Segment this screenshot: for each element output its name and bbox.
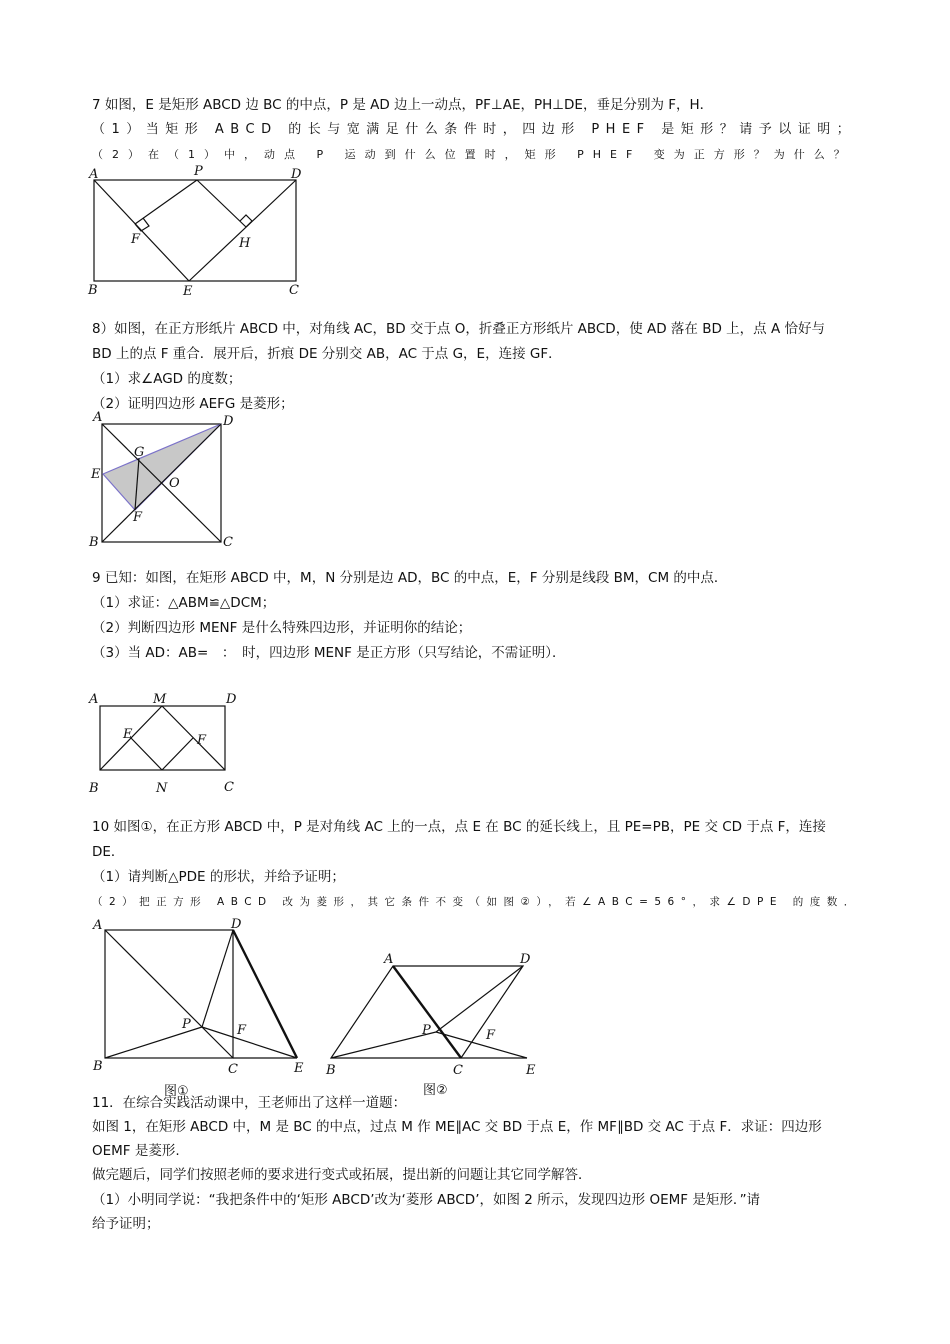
p8-line-4: （2）证明四边形 AEFG 是菱形； — [92, 396, 294, 412]
p8-label-d: D — [223, 414, 234, 429]
p10-line-2: DE． — [92, 844, 125, 860]
p7-label-c: C — [289, 283, 299, 298]
p8-line-1: 8）如图，在正方形纸片 ABCD 中，对角线 AC，BD 交于点 O，折叠正方形纸片 ABCD，使 AD 落在 BD 上，点 A 恰好与 — [92, 321, 825, 337]
p7-label-f: F — [131, 232, 141, 247]
p10-fig2-label-f: F — [486, 1028, 496, 1043]
p10-fig2-label-c: C — [453, 1063, 463, 1078]
p9-label-b: B — [89, 781, 99, 796]
p7-label-e: E — [183, 284, 193, 299]
p8-label-e: E — [91, 467, 101, 482]
p7-label-b: B — [88, 283, 98, 298]
p10-fig2-label-b: B — [326, 1063, 336, 1078]
p7-line-1: 7 如图，E 是矩形 ABCD 边 BC 的中点，P 是 AD 边上一动点，PF⊥AE，PH⊥DE，垂足分别为 F，H． — [92, 97, 714, 113]
p9-line-2: （1）求证：△ABM≌△DCM； — [92, 595, 276, 611]
p10-figure-2 — [325, 948, 555, 1098]
p7-label-h: H — [239, 236, 251, 251]
p8-line-2: BD 上的点 F 重合．展开后，折痕 DE 分别交 AB，AC 于点 G，E，连接 GF． — [92, 346, 562, 362]
p8-label-o: O — [169, 476, 180, 491]
p8-line-3: （1）求∠AGD 的度数； — [92, 371, 242, 387]
p10-fig1-label-c: C — [228, 1062, 238, 1077]
p7-line-2: （1）当矩形 ABCD 的长与宽满足什么条件时，四边形 PHEF 是矩形？请予以证明； — [92, 122, 857, 137]
p11-line-5: （1）小明同学说：“我把条件中的‘矩形 ABCD’改为‘菱形 ABCD’，如图 2 所示，发现四边形 OEMF 是矩形．”请 — [92, 1192, 761, 1208]
p9-line-4: （3）当 AD：AB= ： 时，四边形 MENF 是正方形（只写结论，不需证明）． — [92, 645, 566, 661]
p10-fig2-caption: 图② — [423, 1083, 448, 1098]
p7-label-p: P — [194, 164, 203, 179]
p9-label-d: D — [226, 692, 237, 707]
p9-line-3: （2）判断四边形 MENF 是什么特殊四边形，并证明你的结论； — [92, 620, 472, 636]
p8-label-b: B — [89, 535, 99, 550]
p10-fig1-caption: 图① — [164, 1084, 189, 1099]
p7-label-a: A — [89, 167, 99, 182]
p7-figure — [85, 165, 315, 300]
p10-fig2-label-d: D — [520, 952, 531, 967]
p10-fig1-label-e: E — [294, 1061, 304, 1076]
p8-label-a: A — [93, 410, 103, 425]
p10-line-1: 10 如图①，在正方形 ABCD 中，P 是对角线 AC 上的一点，点 E 在 BC 的延长线上，且 PE=PB，PE 交 CD 于点 F，连接 — [92, 819, 826, 835]
p10-fig1-label-b: B — [93, 1059, 103, 1074]
p10-fig2-label-e: E — [526, 1063, 536, 1078]
p8-figure — [85, 410, 245, 550]
p10-figure-1 — [85, 915, 325, 1100]
p8-shaded-triangle — [103, 424, 221, 510]
p7-line-3: （2）在（1）中，动点 P 运动到什么位置时，矩形 PHEF 变为正方形？为什么？ — [92, 148, 854, 161]
p11-line-4: 做完题后，同学们按照老师的要求进行变式或拓展，提出新的问题让其它同学解答． — [92, 1167, 592, 1183]
p9-label-f: F — [197, 733, 207, 748]
p10-line-4: （2）把正方形 ABCD 改为菱形，其它条件不变（如图②），若∠ABC=56°，求∠DPE 的度数． — [92, 896, 861, 908]
p9-label-m: M — [153, 692, 167, 707]
p9-label-c: C — [224, 780, 234, 795]
p8-label-g: G — [134, 445, 145, 460]
p10-fig1-label-d: D — [231, 917, 242, 932]
p9-label-a: A — [89, 692, 99, 707]
p9-figure — [85, 688, 245, 798]
p9-label-e: E — [123, 727, 133, 742]
p10-fig1-label-f: F — [237, 1023, 247, 1038]
p11-line-3: OEMF 是菱形. — [92, 1143, 180, 1159]
p8-label-c: C — [223, 535, 233, 550]
p11-line-2: 如图 1，在矩形 ABCD 中，M 是 BC 的中点，过点 M 作 ME∥AC 交 BD 于点 E，作 MF∥BD 交 AC 于点 F．求证：四边形 — [92, 1119, 822, 1135]
p10-fig2-label-p: P — [422, 1023, 431, 1038]
p11-line-1: 11．在综合实践活动课中，王老师出了这样一道题： — [92, 1095, 407, 1111]
p11-line-6: 给予证明； — [92, 1216, 160, 1232]
p7-label-d: D — [291, 167, 302, 182]
p10-fig1-label-p: P — [182, 1017, 191, 1032]
p10-fig1-label-a: A — [93, 918, 103, 933]
p10-line-3: （1）请判断△PDE 的形状，并给予证明； — [92, 869, 345, 885]
p9-line-1: 9 已知：如图，在矩形 ABCD 中，M，N 分别是边 AD，BC 的中点，E，F 分别是线段 BM，CM 的中点． — [92, 570, 728, 586]
p10-fig2-label-a: A — [384, 952, 394, 967]
p8-label-f: F — [133, 510, 143, 525]
p9-label-n: N — [156, 781, 168, 796]
